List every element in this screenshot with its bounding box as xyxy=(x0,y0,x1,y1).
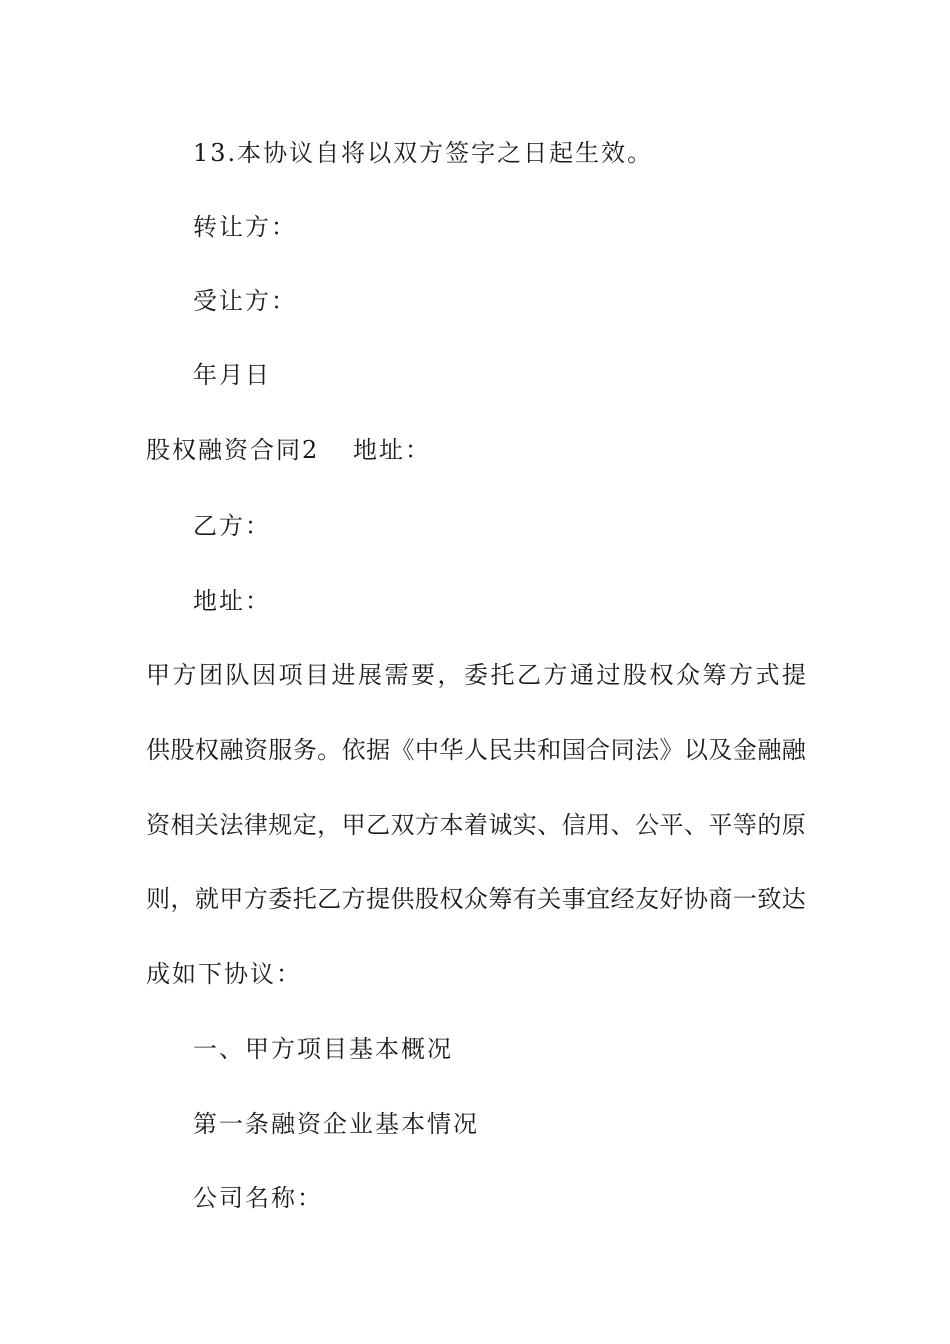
transferor-label: 转让方： xyxy=(193,213,297,241)
date-line: 年月日 xyxy=(193,361,271,389)
body-line: 则 ， 就 甲 方 委 托 乙 方 提 供 股 权 众 筹 有 关 事 宜 经 友 好 协 商 一 致 达 xyxy=(146,885,806,913)
effective-clause: 13.本协议自将以双方签字之日起生效。 xyxy=(193,139,654,167)
body-line: 甲 方 团 队 因 项 目 进 展 需 要 ， 委 托 乙 方 通 过 股 权 众 筹 方 式 提 xyxy=(146,661,806,689)
contract-title: 股权融资合同2 xyxy=(146,436,320,464)
article-heading: 第一条融资企业基本情况 xyxy=(193,1110,479,1138)
address-label-b: 地址： xyxy=(193,587,271,615)
body-line: 资 相 关 法 律 规 定 ， 甲 乙 双 方 本 着 诚 实 、 信 用 、 公 平 、 平 等 的 原 xyxy=(146,811,806,839)
section-heading: 一、甲方项目基本概况 xyxy=(193,1035,453,1063)
transferee-label: 受让方： xyxy=(193,287,297,315)
address-label-a: 地址： xyxy=(353,436,431,464)
company-name-label: 公司名称： xyxy=(193,1184,323,1212)
body-last-line: 成如下协议： xyxy=(146,960,302,988)
party-b-label: 乙方： xyxy=(193,512,271,540)
body-line: 供 股 权 融 资 服 务 。 依 据 《 中 华 人 民 共 和 国 合 同 法 》 以 及 金 融 融 xyxy=(146,736,806,764)
